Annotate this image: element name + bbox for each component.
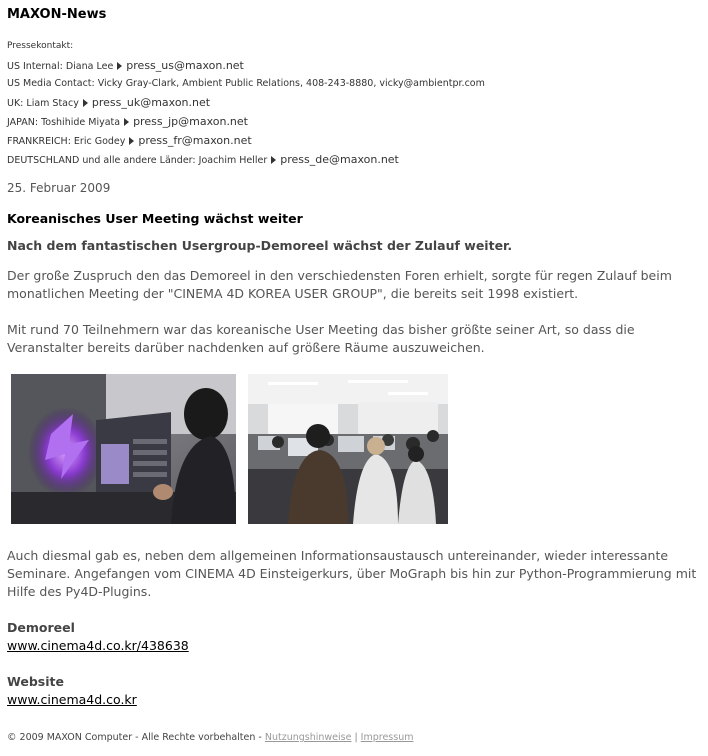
contact-email-link[interactable]: press_jp@maxon.net [133, 115, 248, 128]
article-headline: Koreanisches User Meeting wächst weiter [7, 211, 303, 226]
contact-email-link[interactable]: press_fr@maxon.net [138, 134, 252, 147]
article-paragraph: Mit rund 70 Teilnehmern war das koreanische User Meeting das bisher größte seiner Art, so dass die Veranstalter bereits darüber nachdenken auf größere Räume auszuweichen. [7, 322, 635, 355]
contact-label: FRANKREICH: Eric Godey [7, 136, 126, 147]
photo-presenter [11, 374, 236, 524]
contact-row-uk [7, 96, 210, 109]
website-label: Website [7, 674, 64, 689]
contact-email-link[interactable]: press_de@maxon.net [280, 153, 399, 166]
copyright-text: © 2009 MAXON Computer - Alle Rechte vorbehalten - [7, 732, 262, 743]
imprint-link[interactable]: Impressum [360, 732, 414, 743]
contact-row-japan [7, 115, 248, 128]
photo-classroom [248, 374, 448, 524]
demoreel-link[interactable]: www.cinema4d.co.kr/438638 [7, 638, 189, 653]
contact-email-link[interactable]: press_uk@maxon.net [91, 96, 211, 109]
contact-email-link[interactable]: press_us@maxon.net [126, 59, 244, 72]
contact-label: JAPAN: Toshihide Miyata [7, 117, 121, 128]
arrow-right-icon [83, 99, 88, 107]
contact-label: US Media Contact: Vicky Gray-Clark, Ambient Public Relations, 408-243-8880, vicky@ambientpr.com [7, 78, 485, 89]
press-contact-heading: Pressekontakt: [7, 41, 74, 51]
footer [7, 732, 413, 743]
contact-label: UK: Liam Stacy [7, 98, 79, 109]
demoreel-label: Demoreel [7, 620, 75, 635]
article-paragraph: Der große Zuspruch den das Demoreel in den verschiedensten Foren erhielt, sorgte für regen Zulauf beim monatlichen Meeting der "CINEMA 4D KOREA USER GROUP", die bereits seit 1998 existiert. [7, 268, 672, 301]
article-date: 25. Februar 2009 [7, 181, 111, 195]
contact-row-germany [7, 153, 399, 166]
contact-row-us-internal [7, 59, 244, 72]
arrow-right-icon [271, 156, 276, 164]
page-title: MAXON-News [7, 7, 107, 22]
footer-separator: | [354, 732, 358, 743]
arrow-right-icon [129, 137, 134, 145]
contact-label: DEUTSCHLAND und alle andere Länder: Joachim Heller [7, 155, 268, 166]
article-paragraph: Auch diesmal gab es, neben dem allgemeinen Informationsaustausch untereinander, wieder interessante Seminare. Angefangen vom CINEMA 4D Einsteigerkurs, über MoGraph bis hin zur Python-Programmierung mit Hilfe des Py4D-Plugins. [7, 548, 697, 599]
article-subheadline: Nach dem fantastischen Usergroup-Demoreel wächst der Zulauf weiter. [7, 238, 513, 253]
contact-row-us-media [7, 78, 485, 89]
website-link[interactable]: www.cinema4d.co.kr [7, 692, 137, 707]
contact-row-france [7, 134, 252, 147]
arrow-right-icon [117, 62, 122, 70]
arrow-right-icon [124, 118, 129, 126]
terms-link[interactable]: Nutzungshinweise [264, 732, 352, 743]
contact-label: US Internal: Diana Lee [7, 61, 114, 72]
